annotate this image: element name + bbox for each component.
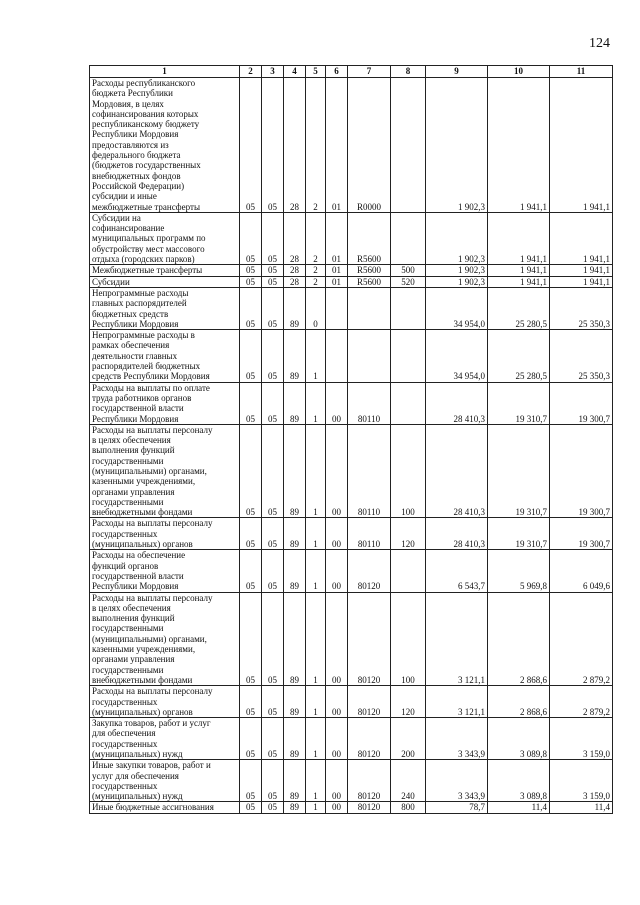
row-name — [90, 382, 240, 424]
row-name-line: Иные бюджетные ассигнования — [92, 802, 214, 813]
cell-col-7 — [348, 287, 391, 329]
cell-col-6: 01 — [326, 212, 348, 264]
cell-col-3: 05 — [262, 518, 284, 550]
row-name-line: (муниципальных) нужд — [92, 749, 183, 759]
row-name-line: республиканскому бюджету — [92, 119, 200, 130]
row-name — [90, 718, 240, 760]
cell-col-4: 89 — [284, 382, 306, 424]
table-row — [90, 592, 613, 686]
cell-col-7: 80110 — [348, 382, 391, 424]
cell-col-2: 05 — [240, 518, 262, 550]
row-name-line: (муниципальных) органов — [92, 706, 193, 717]
cell-col-11: 1 941,1 — [550, 265, 613, 276]
cell-col-9: 28 410,3 — [426, 424, 488, 518]
row-name-line: функций органов — [92, 560, 159, 571]
cell-col-3: 05 — [262, 718, 284, 760]
cell-col-5: 1 — [306, 424, 326, 518]
table-row — [90, 424, 613, 518]
cell-col-4: 89 — [284, 518, 306, 550]
cell-col-7: R5600 — [348, 265, 391, 276]
row-name-line: рамках обеспечения — [92, 340, 170, 351]
cell-col-7: 80120 — [348, 760, 391, 802]
row-name-line: государственной власти — [92, 403, 184, 414]
column-header-2: 2 — [240, 66, 262, 78]
column-header-8: 8 — [391, 66, 426, 78]
row-name-line: Расходы на выплаты персоналу — [92, 592, 213, 603]
row-name-line: бюджета Республики — [92, 88, 173, 99]
cell-col-9: 3 121,1 — [426, 592, 488, 686]
cell-col-7: 80120 — [348, 718, 391, 760]
cell-col-8 — [391, 330, 426, 382]
row-name-line: бюджетных средств — [92, 308, 169, 319]
cell-col-5: 1 — [306, 802, 326, 813]
row-name — [90, 287, 240, 329]
cell-col-10: 25 280,5 — [488, 330, 550, 382]
column-header-1: 1 — [90, 66, 240, 78]
cell-col-5: 1 — [306, 592, 326, 686]
cell-col-5: 1 — [306, 686, 326, 718]
cell-col-4: 89 — [284, 330, 306, 382]
table-row — [90, 760, 613, 802]
row-name — [90, 330, 240, 382]
row-name-line: государственных — [92, 738, 158, 749]
cell-col-2: 05 — [240, 802, 262, 813]
row-name — [90, 802, 240, 813]
row-name-line: казенными учреждениями, — [92, 644, 196, 655]
row-name-line: государственными — [92, 623, 164, 634]
table-body — [90, 66, 613, 814]
cell-col-4: 89 — [284, 550, 306, 592]
row-name-line: внебюджетными фондами — [92, 507, 193, 518]
cell-col-11: 25 350,3 — [550, 330, 613, 382]
cell-col-8: 500 — [391, 265, 426, 276]
cell-col-11: 25 350,3 — [550, 287, 613, 329]
row-name-line: деятельности главных — [92, 350, 178, 361]
cell-col-7: R0000 — [348, 78, 391, 213]
cell-col-8 — [391, 382, 426, 424]
cell-col-4: 89 — [284, 287, 306, 329]
row-name-line: распорядителей бюджетных — [92, 361, 201, 372]
cell-col-7: 80120 — [348, 686, 391, 718]
row-name-line: Субсидии на — [92, 212, 141, 223]
row-name-line: выполнения функций — [92, 613, 175, 624]
cell-col-11: 2 879,2 — [550, 592, 613, 686]
cell-col-10: 19 310,7 — [488, 518, 550, 550]
table-row — [90, 78, 613, 213]
cell-col-8 — [391, 78, 426, 213]
row-name-line: государственными — [92, 664, 164, 675]
cell-col-2: 05 — [240, 592, 262, 686]
header-row — [90, 66, 613, 78]
cell-col-4: 28 — [284, 276, 306, 287]
cell-col-11: 19 300,7 — [550, 424, 613, 518]
row-name — [90, 212, 240, 264]
cell-col-6: 00 — [326, 592, 348, 686]
row-name-line: Республики Мордовия — [92, 413, 179, 424]
cell-col-8: 100 — [391, 424, 426, 518]
cell-col-9: 34 954,0 — [426, 330, 488, 382]
table-row — [90, 686, 613, 718]
column-header-4: 4 — [284, 66, 306, 78]
cell-col-4: 28 — [284, 265, 306, 276]
column-header-5: 5 — [306, 66, 326, 78]
row-name-line: выполнения функций — [92, 445, 175, 456]
cell-col-2: 05 — [240, 276, 262, 287]
cell-col-11: 2 879,2 — [550, 686, 613, 718]
cell-col-8: 200 — [391, 718, 426, 760]
cell-col-10: 1 941,1 — [488, 276, 550, 287]
cell-col-9: 1 902,3 — [426, 78, 488, 213]
row-name-line: Субсидии — [92, 276, 130, 287]
row-name-line: Расходы на выплаты по оплате — [92, 382, 210, 393]
column-header-7: 7 — [348, 66, 391, 78]
budget-table — [89, 65, 613, 814]
cell-col-5: 1 — [306, 330, 326, 382]
cell-col-5: 2 — [306, 212, 326, 264]
cell-col-10: 1 941,1 — [488, 265, 550, 276]
cell-col-10: 11,4 — [488, 802, 550, 813]
cell-col-4: 89 — [284, 592, 306, 686]
row-name-line: предоставляются из — [92, 139, 169, 150]
cell-col-11: 19 300,7 — [550, 518, 613, 550]
row-name-line: Межбюджетные трансферты — [92, 265, 203, 276]
cell-col-10: 3 089,8 — [488, 760, 550, 802]
cell-col-2: 05 — [240, 718, 262, 760]
column-header-9: 9 — [426, 66, 488, 78]
row-name-line: государственных — [92, 528, 158, 539]
row-name-line: обустройству мест массового — [92, 243, 205, 254]
cell-col-9: 3 343,9 — [426, 760, 488, 802]
cell-col-6: 00 — [326, 718, 348, 760]
cell-col-6: 00 — [326, 550, 348, 592]
row-name — [90, 276, 240, 287]
cell-col-3: 05 — [262, 78, 284, 213]
cell-col-9: 28 410,3 — [426, 518, 488, 550]
row-name-line: в целях обеспечения — [92, 602, 171, 613]
cell-col-10: 19 310,7 — [488, 424, 550, 518]
cell-col-3: 05 — [262, 330, 284, 382]
cell-col-8 — [391, 287, 426, 329]
row-name — [90, 265, 240, 276]
page-number: 124 — [589, 36, 610, 51]
row-name-line: главных распорядителей — [92, 298, 187, 309]
column-header-6: 6 — [326, 66, 348, 78]
cell-col-3: 05 — [262, 265, 284, 276]
cell-col-5: 0 — [306, 287, 326, 329]
cell-col-7: 80110 — [348, 518, 391, 550]
cell-col-9: 1 902,3 — [426, 265, 488, 276]
cell-col-3: 05 — [262, 592, 284, 686]
cell-col-9: 34 954,0 — [426, 287, 488, 329]
cell-col-8: 120 — [391, 518, 426, 550]
cell-col-6 — [326, 330, 348, 382]
cell-col-11: 3 159,0 — [550, 760, 613, 802]
cell-col-5: 1 — [306, 382, 326, 424]
row-name-line: государственными — [92, 455, 164, 466]
row-name-line: Республики Мордовия — [92, 318, 179, 329]
row-name-line: (муниципальными) органами, — [92, 465, 207, 476]
cell-col-7: 80110 — [348, 424, 391, 518]
cell-col-3: 05 — [262, 686, 284, 718]
column-header-3: 3 — [262, 66, 284, 78]
cell-col-6 — [326, 287, 348, 329]
row-name-line: межбюджетные трансферты — [92, 201, 200, 212]
row-name-line: софинансирование — [92, 223, 165, 234]
table-row — [90, 330, 613, 382]
table-row — [90, 550, 613, 592]
cell-col-4: 28 — [284, 212, 306, 264]
row-name-line: внебюджетными фондами — [92, 674, 193, 685]
row-name-line: (муниципальных) органов — [92, 539, 193, 550]
cell-col-5: 1 — [306, 550, 326, 592]
row-name-line: средств Республики Мордовия — [92, 371, 210, 382]
cell-col-3: 05 — [262, 424, 284, 518]
cell-col-10: 3 089,8 — [488, 718, 550, 760]
cell-col-6: 00 — [326, 382, 348, 424]
cell-col-4: 89 — [284, 760, 306, 802]
row-name-line: (бюджетов государственных — [92, 160, 201, 171]
cell-col-11: 1 941,1 — [550, 212, 613, 264]
row-name-line: отдыха (городских парков) — [92, 254, 195, 265]
cell-col-2: 05 — [240, 265, 262, 276]
cell-col-6: 01 — [326, 276, 348, 287]
row-name-line: Непрограммные расходы — [92, 287, 189, 298]
cell-col-7: 80120 — [348, 802, 391, 813]
cell-col-6: 00 — [326, 424, 348, 518]
cell-col-3: 05 — [262, 802, 284, 813]
cell-col-9: 78,7 — [426, 802, 488, 813]
row-name-line: казенными учреждениями, — [92, 476, 196, 487]
cell-col-3: 05 — [262, 276, 284, 287]
cell-col-11: 19 300,7 — [550, 382, 613, 424]
cell-col-9: 1 902,3 — [426, 276, 488, 287]
cell-col-9: 1 902,3 — [426, 212, 488, 264]
cell-col-5: 2 — [306, 276, 326, 287]
row-name — [90, 686, 240, 718]
cell-col-3: 05 — [262, 212, 284, 264]
row-name-line: (муниципальных) нужд — [92, 791, 183, 802]
cell-col-10: 2 868,6 — [488, 686, 550, 718]
row-name-line: Иные закупки товаров, работ и — [92, 760, 211, 771]
table-row — [90, 265, 613, 276]
cell-col-5: 1 — [306, 518, 326, 550]
column-header-11: 11 — [550, 66, 613, 78]
cell-col-10: 5 969,8 — [488, 550, 550, 592]
row-name-line: Мордовия, в целях — [92, 98, 164, 109]
cell-col-7: 80120 — [348, 550, 391, 592]
row-name — [90, 760, 240, 802]
cell-col-4: 89 — [284, 686, 306, 718]
cell-col-11: 3 159,0 — [550, 718, 613, 760]
row-name-line: Расходы на обеспечение — [92, 550, 186, 561]
cell-col-10: 25 280,5 — [488, 287, 550, 329]
cell-col-6: 00 — [326, 518, 348, 550]
row-name-line: Республики Мордовия — [92, 129, 179, 140]
cell-col-8: 120 — [391, 686, 426, 718]
cell-col-8 — [391, 212, 426, 264]
cell-col-2: 05 — [240, 686, 262, 718]
cell-col-5: 2 — [306, 78, 326, 213]
cell-col-8: 520 — [391, 276, 426, 287]
cell-col-2: 05 — [240, 287, 262, 329]
cell-col-10: 2 868,6 — [488, 592, 550, 686]
row-name-line: государственных — [92, 780, 158, 791]
row-name-line: государственных — [92, 696, 158, 707]
cell-col-8: 240 — [391, 760, 426, 802]
table-row — [90, 382, 613, 424]
cell-col-6: 00 — [326, 760, 348, 802]
cell-col-8: 100 — [391, 592, 426, 686]
table-row — [90, 276, 613, 287]
cell-col-10: 1 941,1 — [488, 212, 550, 264]
cell-col-2: 05 — [240, 760, 262, 802]
row-name-line: органами управления — [92, 486, 175, 497]
cell-col-2: 05 — [240, 330, 262, 382]
cell-col-9: 28 410,3 — [426, 382, 488, 424]
cell-col-7: R5600 — [348, 276, 391, 287]
row-name-line: софинансирования которых — [92, 108, 199, 119]
row-name-line: государственными — [92, 496, 164, 507]
cell-col-11: 11,4 — [550, 802, 613, 813]
cell-col-4: 89 — [284, 424, 306, 518]
cell-col-10: 19 310,7 — [488, 382, 550, 424]
cell-col-2: 05 — [240, 424, 262, 518]
row-name-line: для обеспечения — [92, 728, 156, 739]
cell-col-9: 3 343,9 — [426, 718, 488, 760]
cell-col-4: 89 — [284, 802, 306, 813]
cell-col-3: 05 — [262, 382, 284, 424]
row-name — [90, 518, 240, 550]
cell-col-5: 1 — [306, 718, 326, 760]
row-name — [90, 78, 240, 213]
cell-col-2: 05 — [240, 78, 262, 213]
cell-col-6: 01 — [326, 265, 348, 276]
cell-col-8 — [391, 550, 426, 592]
cell-col-7: R5600 — [348, 212, 391, 264]
row-name-line: Непрограммные расходы в — [92, 330, 195, 341]
row-name-line: в целях обеспечения — [92, 435, 171, 446]
cell-col-3: 05 — [262, 550, 284, 592]
cell-col-2: 05 — [240, 212, 262, 264]
table-row — [90, 212, 613, 264]
cell-col-4: 28 — [284, 78, 306, 213]
row-name-line: Российской Федерации) — [92, 180, 185, 191]
cell-col-6: 01 — [326, 78, 348, 213]
cell-col-11: 6 049,6 — [550, 550, 613, 592]
row-name-line: (муниципальными) органами, — [92, 633, 207, 644]
row-name-line: Расходы на выплаты персоналу — [92, 686, 213, 697]
cell-col-11: 1 941,1 — [550, 276, 613, 287]
row-name-line: государственной власти — [92, 570, 184, 581]
cell-col-10: 1 941,1 — [488, 78, 550, 213]
cell-col-9: 6 543,7 — [426, 550, 488, 592]
cell-col-9: 3 121,1 — [426, 686, 488, 718]
cell-col-3: 05 — [262, 287, 284, 329]
cell-col-11: 1 941,1 — [550, 78, 613, 213]
row-name-line: Закупка товаров, работ и услуг — [92, 718, 211, 729]
table-row — [90, 718, 613, 760]
cell-col-5: 1 — [306, 760, 326, 802]
cell-col-7: 80120 — [348, 592, 391, 686]
row-name-line: субсидии и иные — [92, 191, 157, 202]
row-name-line: труда работников органов — [92, 392, 192, 403]
cell-col-2: 05 — [240, 382, 262, 424]
row-name — [90, 550, 240, 592]
cell-col-5: 2 — [306, 265, 326, 276]
row-name-line: Расходы на выплаты персоналу — [92, 424, 213, 435]
row-name-line: услуг для обеспечения — [92, 770, 179, 781]
row-name-line: Расходы республиканского — [92, 78, 196, 88]
row-name — [90, 424, 240, 518]
row-name-line: органами управления — [92, 654, 175, 665]
cell-col-6: 00 — [326, 802, 348, 813]
table-row — [90, 518, 613, 550]
cell-col-3: 05 — [262, 760, 284, 802]
cell-col-2: 05 — [240, 550, 262, 592]
cell-col-4: 89 — [284, 718, 306, 760]
cell-col-6: 00 — [326, 686, 348, 718]
row-name-line: Республики Мордовия — [92, 581, 179, 592]
cell-col-8: 800 — [391, 802, 426, 813]
cell-col-7 — [348, 330, 391, 382]
table-row — [90, 802, 613, 813]
row-name-line: муниципальных программ по — [92, 233, 206, 244]
table-row — [90, 287, 613, 329]
row-name — [90, 592, 240, 686]
column-header-10: 10 — [488, 66, 550, 78]
row-name-line: федерального бюджета — [92, 150, 181, 161]
row-name-line: внебюджетных фондов — [92, 170, 181, 181]
row-name-line: Расходы на выплаты персоналу — [92, 518, 213, 529]
